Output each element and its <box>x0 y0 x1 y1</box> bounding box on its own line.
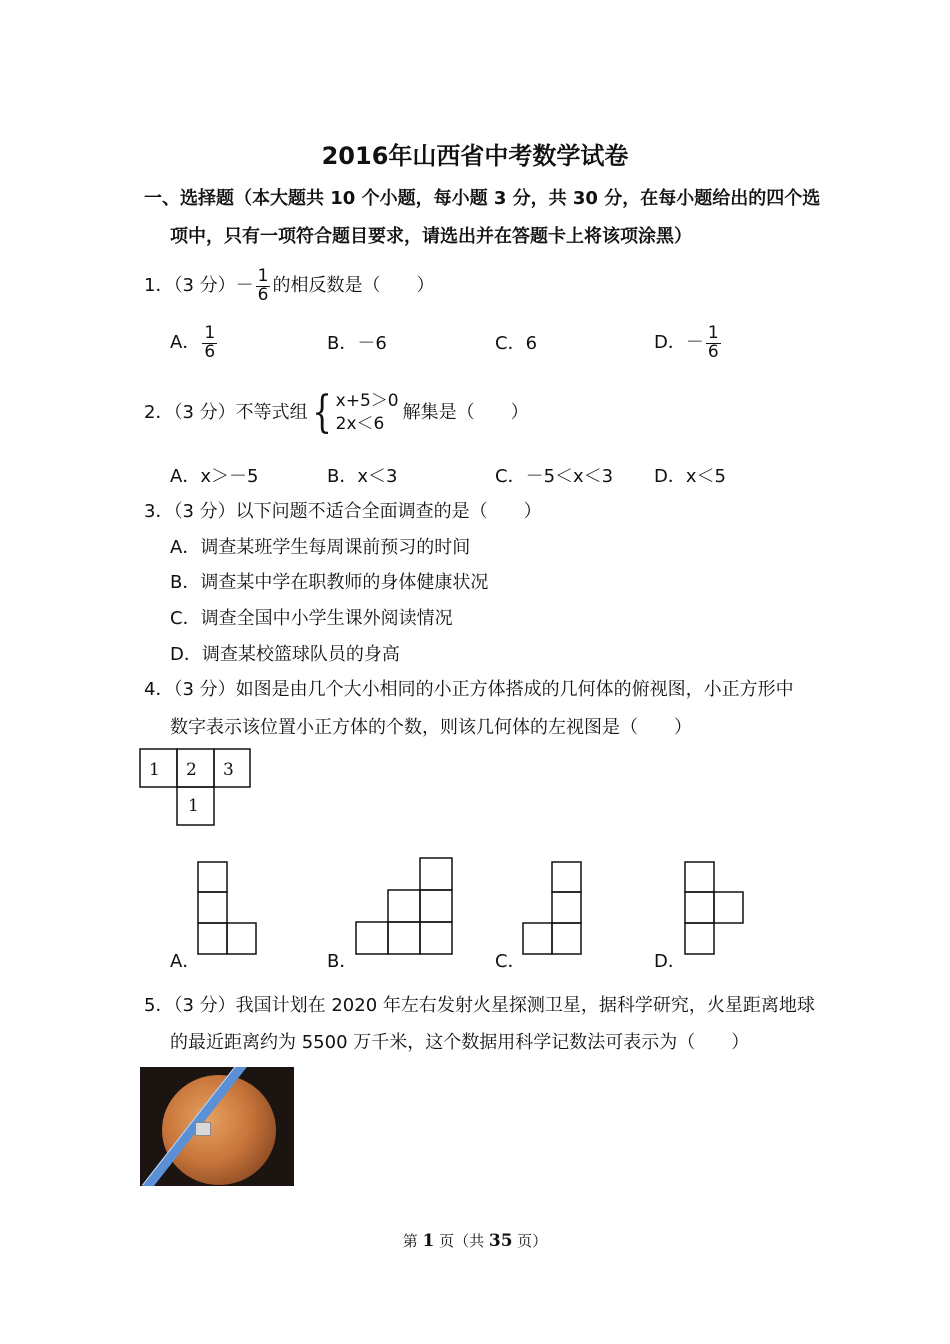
grid-number: 1 <box>149 760 160 780</box>
question-5-line1: 5．（3 分）我国计划在 2020 年左右发射火星探测卫星，据科学研究，火星距离地球 <box>144 995 815 1016</box>
grid-number: 1 <box>188 796 199 816</box>
q4-option-d-label: D． <box>654 951 686 972</box>
footer-total-pages: 35 <box>488 1231 513 1251</box>
q1-option-c: C．6 <box>495 333 538 354</box>
q2-prefix: 2．（3 分）不等式组 <box>144 401 308 423</box>
page-title: 2016年山西省中考数学试卷 <box>321 142 629 170</box>
footer-page-number: 1 <box>422 1231 435 1251</box>
q1-option-d-fraction <box>706 325 721 362</box>
footer-pre: 第 <box>402 1232 423 1250</box>
q4-option-b-label: B． <box>327 951 358 972</box>
q1-option-d <box>654 325 723 362</box>
q1-option-a-num: 1 <box>204 323 216 343</box>
q3-option-b: B．调查某中学在职教师的身体健康状况 <box>170 572 489 593</box>
q1-frac-num: 1 <box>257 266 269 286</box>
q2-inequality-2: 2x＜6 <box>335 413 385 434</box>
q2-brace: { <box>311 386 332 438</box>
question-1 <box>144 268 434 305</box>
mars-probe-image <box>140 1067 294 1186</box>
question-3: 3．（3 分）以下问题不适合全面调查的是（ ） <box>144 501 542 522</box>
q1-frac-den: 6 <box>257 284 269 305</box>
q2-option-d: D．x＜5 <box>654 466 726 487</box>
question-4-line1: 4．（3 分）如图是由几个大小相同的小正方体搭成的几何体的俯视图，小正方形中 <box>144 679 794 700</box>
q1-option-d-den: 6 <box>707 341 719 362</box>
q4-option-a-figure <box>198 862 258 957</box>
q1-option-a-fraction <box>202 325 217 362</box>
probe-satellite <box>195 1122 211 1136</box>
section-header-line2: 项中，只有一项符合题目要求，请选出并在答题卡上将该项涂黑） <box>170 226 692 247</box>
q2-system <box>336 390 399 436</box>
q3-option-c: C．调查全国中小学生课外阅读情况 <box>170 608 453 629</box>
section-header-line1: 一、选择题（本大题共 10 个小题，每小题 3 分，共 30 分，在每小题给出的四个选 <box>144 188 821 209</box>
q1-option-a-label: A． <box>170 332 201 354</box>
q1-minus: － <box>235 275 254 297</box>
grid-number: 2 <box>186 760 197 780</box>
q4-option-d-figure <box>685 862 745 957</box>
q2-suffix: 解集是（ ） <box>402 401 529 423</box>
question-4-line2: 数字表示该位置小正方体的个数，则该几何体的左视图是（ ） <box>170 717 692 738</box>
q2-inequality-1: x+5＞0 <box>335 391 399 411</box>
footer-mid: 页（共 <box>434 1232 489 1250</box>
q1-prefix: 1．（3 分） <box>144 275 236 297</box>
q2-option-a: A．x＞－5 <box>170 466 259 487</box>
q4-option-c-figure <box>523 862 583 957</box>
q1-fraction <box>256 268 271 305</box>
grid-number: 3 <box>223 760 234 780</box>
page-footer <box>0 1230 950 1251</box>
q2-option-b: B．x＜3 <box>327 466 398 487</box>
q1-option-a <box>170 325 219 362</box>
footer-post: 页） <box>512 1232 548 1250</box>
q2-option-c: C．－5＜x＜3 <box>495 466 614 487</box>
q1-option-b: B．－6 <box>327 333 387 354</box>
q1-suffix: 的相反数是（ ） <box>272 275 435 297</box>
q4-option-b-figure <box>356 858 456 955</box>
q4-top-view-figure <box>140 749 252 827</box>
q1-option-a-den: 6 <box>204 341 216 362</box>
q4-option-a-label: A． <box>170 951 201 972</box>
q1-option-d-num: 1 <box>707 323 719 343</box>
question-5-line2: 的最近距离约为 5500 万千米，这个数据用科学记数法可表示为（ ） <box>170 1032 750 1053</box>
q3-option-d: D．调查某校篮球队员的身高 <box>170 644 400 665</box>
question-2 <box>144 386 529 438</box>
q3-option-a: A．调查某班学生每周课前预习的时间 <box>170 537 471 558</box>
q4-option-c-label: C． <box>495 951 526 972</box>
q1-option-d-label: D．－ <box>654 332 704 354</box>
